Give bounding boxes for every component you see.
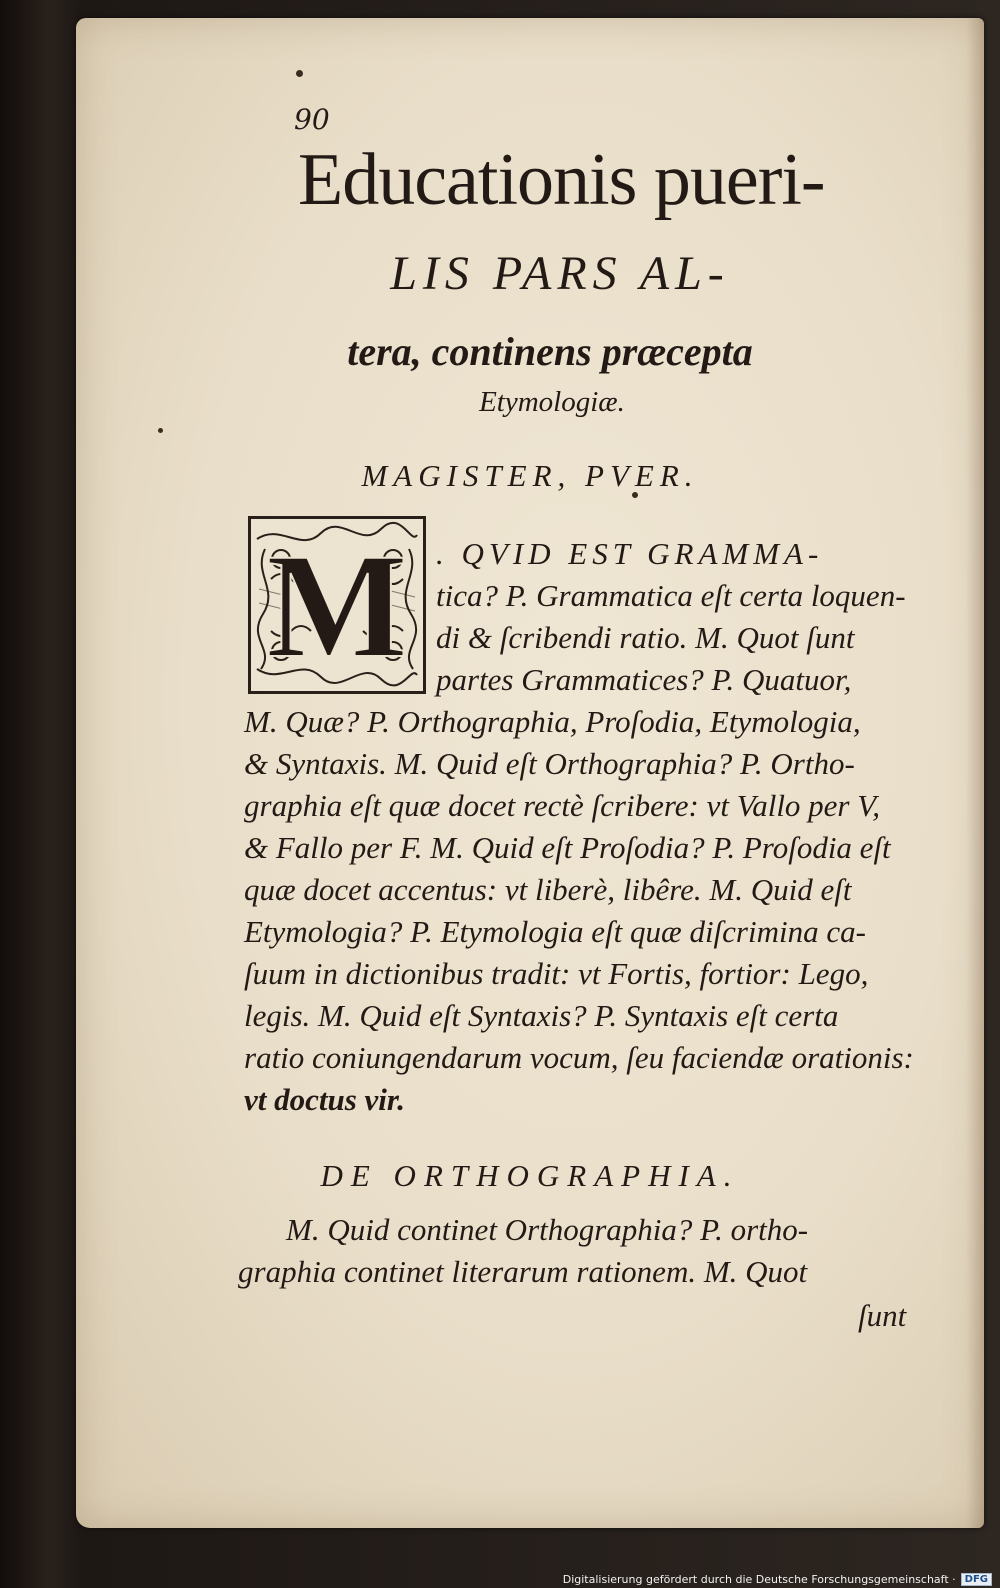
title-line-3: tera, continens præcepta xyxy=(347,329,753,374)
decorated-initial xyxy=(248,516,426,694)
catchword: ſunt xyxy=(858,1298,907,1333)
dfg-logo: DFG xyxy=(961,1573,992,1586)
initial-letter: M xyxy=(266,523,408,689)
body-line: partes Grammatices? P. Quatuor, xyxy=(436,662,852,697)
title-line-4: Etymologiæ. xyxy=(479,386,625,418)
body-line: ratio coniungendarum vocum, ſeu faciendæ orationis: xyxy=(244,1040,914,1075)
body-line: di & ſcribendi ratio. M. Quot ſunt xyxy=(436,620,855,655)
body-line: quæ docet accentus: vt liberè, libêre. M. Quid eſt xyxy=(244,872,852,907)
ink-speck xyxy=(296,70,303,77)
title-line-1: Educationis pueri- xyxy=(298,139,825,221)
page-number: 90 xyxy=(294,103,330,136)
section-line: M. Quid continet Orthographia? P. ortho- xyxy=(286,1212,809,1247)
book-page xyxy=(76,18,984,1528)
body-line: Etymologia? P. Etymologia eſt quæ diſcrimina ca- xyxy=(244,914,866,949)
section-heading: DE ORTHOGRAPHIA. xyxy=(320,1158,740,1193)
title-line-2: LIS PARS AL- xyxy=(390,247,730,300)
speakers-heading: MAGISTER, PVER. xyxy=(361,458,699,493)
body-line: legis. M. Quid eſt Syntaxis? P. Syntaxis eſt certa xyxy=(244,998,839,1033)
body-line: graphia eſt quæ docet rectè ſcribere: vt Vallo per V, xyxy=(244,788,880,823)
body-line: . QVID EST GRAMMA- xyxy=(436,536,824,571)
page-edge-shadow xyxy=(966,18,984,1528)
ink-speck xyxy=(158,428,163,433)
body-line: vt doctus vir. xyxy=(244,1082,406,1117)
body-line: & Fallo per F. M. Quid eſt Proſodia? P. Proſodia eſt xyxy=(244,830,891,865)
body-line: & Syntaxis. M. Quid eſt Orthographia? P. Ortho- xyxy=(244,746,855,781)
footer-text: Digitalisierung gefördert durch die Deutsche Forschungsgemeinschaft · xyxy=(562,1573,956,1586)
body-line: M. Quæ? P. Orthographia, Proſodia, Etymologia, xyxy=(244,704,861,739)
body-line: ſuum in dictionibus tradit: vt Fortis, fortior: Lego, xyxy=(244,956,869,991)
section-line: graphia continet literarum rationem. M. Quot xyxy=(238,1254,808,1289)
body-line: tica? P. Grammatica eſt certa loquen- xyxy=(436,578,906,613)
digitization-footer xyxy=(563,1573,992,1586)
